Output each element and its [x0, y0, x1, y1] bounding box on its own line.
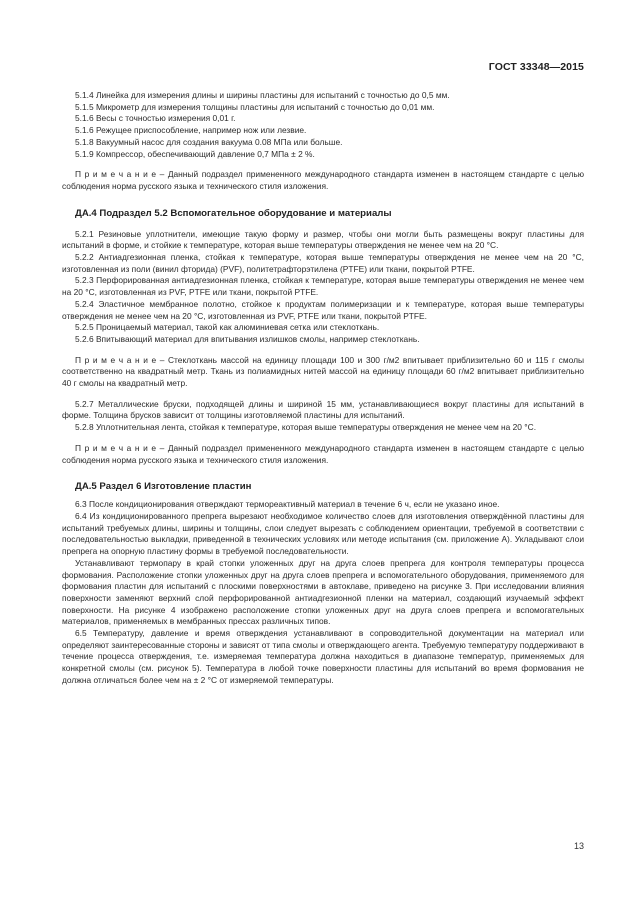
note: П р и м е ч а н и е – Данный подраздел примененного международного стандарта изменен в настоящем стандарте с целью соблюдения норма русского языка и технического стиля изложения.: [62, 442, 584, 465]
paragraph: 5.2.4 Эластичное мембранное полотно, стойкое к продуктам полимеризации и к температуре, которая выше температуры отверждения не менее чем на 20 °C, изготовленная из PVF, PTFE или ткани, покрытой PTFE.: [62, 298, 584, 321]
page-number: 13: [573, 841, 584, 851]
list-item: 5.1.6 Режущее приспособление, например нож или лезвие.: [75, 125, 307, 136]
paragraph: 5.2.8 Уплотнительная лента, стойкая к температуре, которая выше температуры отверждения не менее чем на 20 °C.: [75, 422, 537, 433]
list-item: 5.1.9 Компрессор, обеспечивающий давление 0,7 МПа ± 2 %.: [75, 148, 315, 159]
paragraph: 6.4 Из кондиционированного препрега вырезают необходимое количество слоев для изготовления отверждённой пластины для испытаний требуемых длины, ширины и толщины, слои следует вырезать с соблюдением ориентации, требуемой в соответствии с последовательностью выкладки, приведенной в технических условиях или методе испытания (см. приложение А). Укладывают слои препрега на опорную пластину формы в требуемой последовательности.: [62, 510, 584, 557]
list-item: 5.1.6 Весы с точностью измерения 0,01 г.: [75, 113, 236, 124]
section-heading: ДА.5 Раздел 6 Изготовление пластин: [75, 481, 252, 493]
list-item: 5.1.4 Линейка для измерения длины и ширины пластины для испытаний с точностью до 0,5 мм.: [75, 90, 450, 100]
standard-title: ГОСТ 33348—2015: [488, 61, 584, 73]
paragraph: Устанавливают термопару в край стопки уложенных друг на друга слоев препрега для контроля температуры процесса формования. Расположение стопки уложенных друг на друга слоев препрега и вспомогательного оборудования, применяемого для формования пластин для испытаний с плоскими поверхностями в автоклаве, приведено на рисунке 3. При исследовании влияния поверхности заменяют верхний слой перфорированной антиадгезионной пленки на материал, создающий изучаемый эффект поверхности. На рисунке 4 изображено расположение стопки уложенных друг на друга слоев препрега и вспомогательных материалов, применяемых в мембранных прессах различных типов.: [62, 557, 584, 627]
paragraph: 5.2.5 Проницаемый материал, такой как алюминиевая сетка или стеклоткань.: [75, 322, 380, 333]
paragraph: 5.2.7 Металлические бруски, подходящей длины и шириной 15 мм, устанавливающиеся вокруг пластины для испытаний в форме. Толщина брусков зависит от толщины изготовляемой пластины для испытаний.: [62, 398, 584, 421]
paragraph: 5.2.3 Перфорированная антиадгезионная пленка, стойкая к температуре, которая выше температуры отверждения не менее чем на 20 °C, изготовленная из PVF, PTFE или ткани, покрытой PTFE.: [62, 275, 584, 298]
list-item: 5.1.5 Микрометр для измерения толщины пластины для испытаний с точностью до 0,01 мм.: [75, 101, 435, 112]
note: П р и м е ч а н и е – Стеклоткань массой на единицу площади 100 и 300 г/м2 впитывает приблизительно 60 и 115 г смолы соответственно на квадратный метр. Ткань из полиамидных нитей массой на единицу площади 60 г/м2 впитывает приблизительно 40 г смолы на квадратный метр.: [62, 354, 584, 389]
document-body: [62, 90, 584, 687]
paragraph: 6.5 Температуру, давление и время отверждения устанавливают в сопроводительной документации на материал или определяют заинтересованные стороны и зависят от типа смолы и отверждающего агента. Требуемую температуру поддерживают в течение процесса отверждения, т.е. измеряемая температура должна находиться в диапазоне температур, применяемых для конкретной смолы (см. рисунок 5). Температура в любой точке поверхности пластины для испытаний во время формования не должна отличаться более чем на ± 2 °C от измеряемой температуры.: [62, 628, 584, 685]
section-heading: ДА.4 Подраздел 5.2 Вспомогательное оборудование и материалы: [75, 207, 392, 219]
paragraph: 5.2.6 Впитывающий материал для впитывания излишков смолы, например стеклоткань.: [75, 333, 420, 344]
list-item: 5.1.8 Вакуумный насос для создания вакуума 0.08 МПа или больше.: [75, 136, 343, 147]
paragraph: 5.2.1 Резиновые уплотнители, имеющие такую форму и размер, чтобы они могли быть размещены вокруг пластины для испытаний в форме, и стойкие к температуре, которая выше температуры отверждения не менее чем на 20 °C.: [62, 228, 584, 251]
paragraph: 5.2.2 Антиадгезионная пленка, стойкая к температуре, которая выше температуры отверждения не менее чем на 20 °C, изготовленная из поли (винил фторида) (PVF), политетрафторэтилена (PTFE) или ткани, покрытой PTFE.: [62, 252, 584, 274]
note: П р и м е ч а н и е – Данный подраздел примененного международного стандарта изменен в настоящем стандарте с целью соблюдения норма русского языка и технического стиля изложения.: [62, 169, 584, 191]
paragraph: 6.3 После кондиционирования отверждают термореактивный материал в течение 6 ч, если не указано иное.: [75, 499, 500, 510]
